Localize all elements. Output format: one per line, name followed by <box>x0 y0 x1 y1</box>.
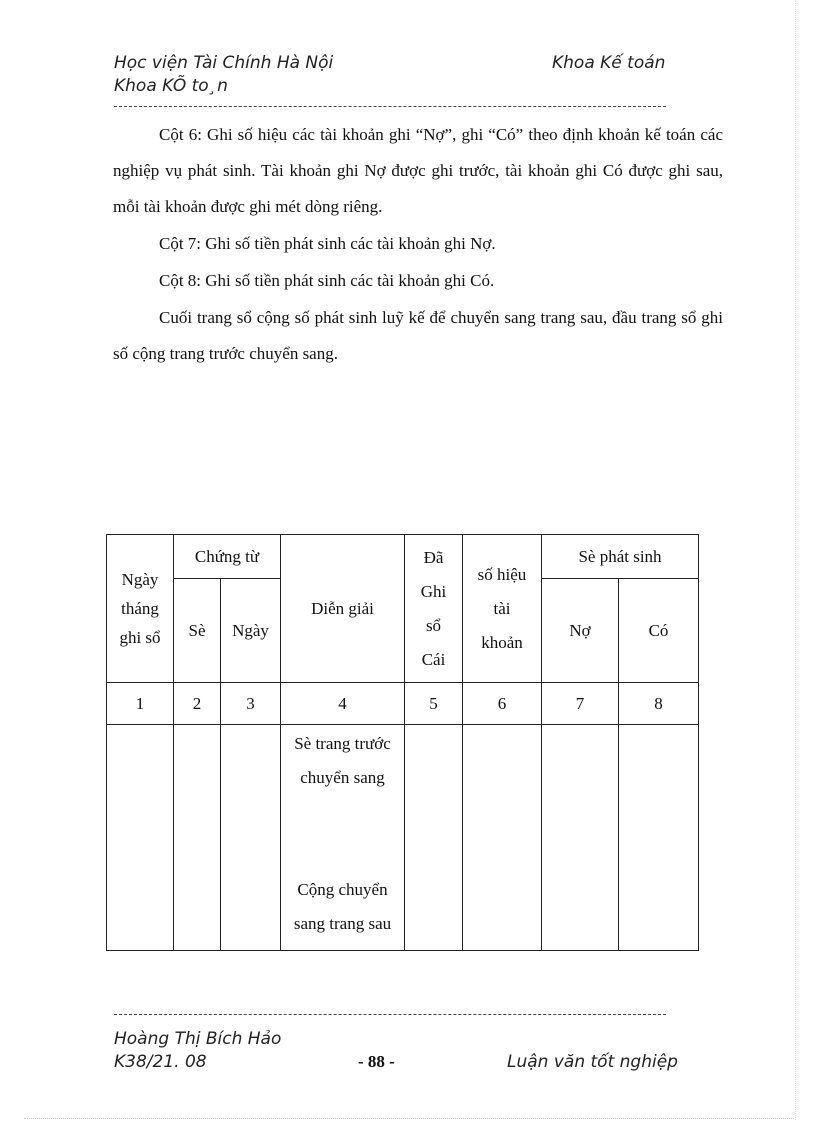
column-number: 8 <box>619 683 699 725</box>
footer-author: Hoàng Thị Bích Hảo <box>114 1029 282 1049</box>
footer-class: K38/21. 08 <box>114 1052 207 1072</box>
table-header-row-1 <box>107 535 699 579</box>
page-edge-right <box>795 0 796 1120</box>
carry-forward-line-2: sang trang sau <box>293 914 392 933</box>
paragraph-page-carry: Cuối trang sổ cộng số phát sinh luỹ kế để chuyển sang trang sau, đầu trang sổ ghi số cộng trang trước chuyển sang. <box>113 308 723 363</box>
cell-debit <box>542 725 619 951</box>
paragraph-column-8: Cột 8: Ghi số tiền phát sinh các tài khoản ghi Có. <box>159 271 495 290</box>
cell-voucher-date <box>221 725 281 951</box>
brought-forward-line-1: Sè trang trước <box>294 734 391 753</box>
paragraph-column-7: Cột 7: Ghi số tiền phát sinh các tài khoản ghi Nợ. <box>159 234 496 253</box>
header-voucher-date: Ngày <box>221 579 281 683</box>
ledger-template-table <box>106 534 699 951</box>
header-credit: Có <box>619 579 699 683</box>
carry-forward-line-1: Cộng chuyển <box>297 880 388 899</box>
paragraph-column-6: Cột 6: Ghi số hiệu các tài khoản ghi “Nợ”, ghi “Có” theo định khoản kế toán các nghiệp vụ phát sinh. Tài khoản ghi Nợ được ghi trước, tài khoản ghi Có được ghi sau, mỗi tài khoản được ghi mét dòng riêng. <box>113 125 723 216</box>
header-description: Diễn giải <box>281 535 405 683</box>
header-posted: Đã Ghi sổ Cái <box>405 535 463 683</box>
page-number: - 88 - <box>358 1052 395 1071</box>
header-amount: Sè phát sinh <box>542 535 699 579</box>
header-debit: Nợ <box>542 579 619 683</box>
header-voucher: Chứng từ <box>174 535 281 579</box>
header-date: Ngày tháng ghi sổ <box>107 535 174 683</box>
page-edge-bottom <box>24 1118 794 1119</box>
column-number: 6 <box>463 683 542 725</box>
cell-account <box>463 725 542 951</box>
column-number-row <box>107 683 699 725</box>
cell-credit <box>619 725 699 951</box>
header-department-garbled: Khoa KÕ to¸n <box>114 76 228 96</box>
column-number: 3 <box>221 683 281 725</box>
cell-voucher-number <box>174 725 221 951</box>
column-number: 2 <box>174 683 221 725</box>
column-number: 1 <box>107 683 174 725</box>
header-divider <box>114 106 666 107</box>
brought-forward-line-2: chuyển sang <box>300 768 385 787</box>
footer-divider <box>114 1014 666 1015</box>
column-number: 7 <box>542 683 619 725</box>
cell-date <box>107 725 174 951</box>
header-department: Khoa Kế toán <box>552 53 666 73</box>
table-body-row <box>107 725 699 951</box>
column-number: 5 <box>405 683 463 725</box>
header-institution: Học viện Tài Chính Hà Nội <box>114 53 334 73</box>
header-voucher-number: Sè <box>174 579 221 683</box>
header-account-number: số hiệu tài khoản <box>463 535 542 683</box>
column-number: 4 <box>281 683 405 725</box>
cell-description <box>281 725 405 951</box>
footer-thesis-label: Luận văn tốt nghiệp <box>507 1052 678 1072</box>
cell-posted <box>405 725 463 951</box>
